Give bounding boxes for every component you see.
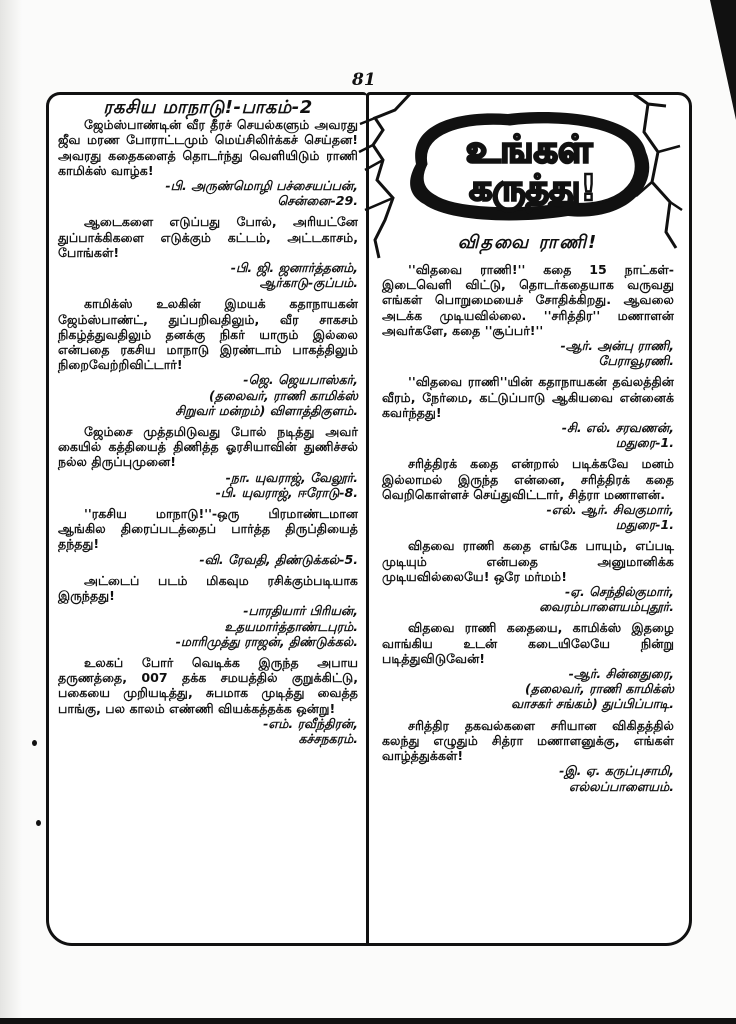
letter-location: (தலைவர், ராணி காமிக்ஸ் xyxy=(525,681,674,697)
svg-text:கருத்து!: கருத்து! xyxy=(469,168,597,209)
letter-signature: -இ. ஏ. கருப்புசாமி, xyxy=(559,763,674,779)
letter-signature: -நா. யுவராஜ், வேலூர். xyxy=(225,469,358,485)
letter-body: காமிக்ஸ் உலகின் இமயக் கதாநாயகன் ஜேம்ஸ்பாண்ட், துப்பறிவதிலும், வீர சாகசம் நிகழ்த்துவதிலும் தனக்கு நிகர் யாரும் இல்லை என்பதை ரகசிய மாநாடு இரண்டாம் பாகத்திலும் நிறைவேற்றிவிட்டார்! xyxy=(58,296,358,373)
letter xyxy=(58,214,358,290)
letter-location: உதயமார்த்தாண்டபுரம். xyxy=(224,618,358,634)
letter xyxy=(382,620,674,711)
letter-body: ''விதவை ராணி''யின் கதாநாயகன் தவ்லத்தின் வீரம், நேர்மை, கட்டுப்பாடு ஆகியவை என்னைக் கவர்ந்தது! xyxy=(382,374,674,420)
letter-signature: -ஜெ. ஜெயபாஸ்கர், xyxy=(243,372,358,388)
letter-location: சென்னை-29. xyxy=(277,193,358,209)
letter-body: சரித்திரக் கதை என்றால் படிக்கவே மனம் இல்லாமல் இருந்த என்னை, சரித்திரக் கதை வெறிகொள்ளச் செய்துவிட்டார், சித்ரா மணாளன். xyxy=(382,456,674,502)
svg-text:உங்கள்: உங்கள் xyxy=(465,127,593,171)
letter-location: (தலைவர், ராணி காமிக்ஸ் xyxy=(209,387,358,403)
letter-signature: -பி. அருண்மொழி பச்சையப்பன், xyxy=(165,178,358,194)
letter-location: கச்சநகரம். xyxy=(298,730,358,746)
letter-signature: -பி. யுவராஜ், ஈரோடு-8. xyxy=(215,484,358,500)
letter-signature: -வி. ரேவதி, திண்டுக்கல்-5. xyxy=(199,551,358,567)
letter-location: வாசகர் சங்கம்) துப்பிப்பாடி. xyxy=(511,696,674,712)
right-column-title: விதவை ராணி! xyxy=(457,232,599,253)
letter xyxy=(58,573,358,649)
letter xyxy=(58,117,358,208)
letter-signature: -சி. எல். சரவணன், xyxy=(561,420,674,436)
letter-signature: -மாரிமுத்து ராஜன், திண்டுக்கல். xyxy=(175,633,358,649)
letter xyxy=(382,538,674,614)
letter-body: அட்டைப் படம் மிகவும ரசிக்கும்படியாக இருந்தது! xyxy=(58,572,358,604)
letter-body: ஜேம்ஸ்பாண்டின் வீர தீரச் செயல்களும் அவரது ஜீவ மரண போராட்டமும் மெய்சிலிர்க்கச் செய்தன! அவரது கதைகளைத் தொடர்ந்து வெளியிடும் ராணி காமிக்ஸ் வாழ்க! xyxy=(58,117,358,178)
letter xyxy=(58,655,358,746)
letter-location: பேராவூரணி. xyxy=(598,353,674,369)
letter xyxy=(382,262,674,368)
ungal-karuthu-logo xyxy=(398,104,660,226)
letter-body: ''விதவை ராணி!'' கதை 15 நாட்கள்-இடைவெளி விட்டு, தொடர்கதையாக வருவது எங்கள் பொறுமையைச் சோதிக்கிறது. ஆவலை அடக்க முடியவில்லை. ''சரித்திர'' மணாளன் அவர்களே, கதை ''சூப்பர்!'' xyxy=(382,262,674,338)
letter-body: ''ரகசிய மாநாடு!''-ஒரு பிரமாண்டமான ஆங்கில திரைப்படத்தைப் பார்த்த திருப்தியைத் தந்தது! xyxy=(58,506,358,552)
letter-signature: -பாரதியார் பிரியன், xyxy=(243,603,358,619)
page-corner-shadow xyxy=(710,0,736,120)
letter xyxy=(382,374,674,450)
right-column xyxy=(382,262,674,794)
letter-body: விதவை ராணி கதையை, காமிக்ஸ் இதழை வாங்கிய உடன் கடையிலேயே நின்று படித்துவிடுவேன்! xyxy=(382,620,674,666)
letter-location: எல்லப்பாளையம். xyxy=(568,778,674,794)
page-bottom-edge xyxy=(0,1018,736,1024)
letter-body: விதவை ராணி கதை எங்கே பாயும், எப்படி முடியும் என்பதை அனுமானிக்க முடியவில்லையே! ஒரே மர்மம்! xyxy=(382,538,674,584)
letter-signature: -ஏ. செந்தில்குமார், xyxy=(564,584,674,600)
letter xyxy=(58,296,358,418)
page-shadow xyxy=(0,0,22,1024)
letter-signature: -பி. ஜி. ஜனார்த்தனம், xyxy=(230,260,358,276)
letter-body: சரித்திர தகவல்களை சரியான விகிதத்தில் கலந்து எழுதும் சித்ரா மணாளனுக்கு, எங்கள் வாழ்த்துக்கள்! xyxy=(382,717,674,764)
left-column-title: ரகசிய மாநாடு!-பாகம்-2 xyxy=(103,97,313,118)
letter-location: சிறுவர் மன்றம்) விளாத்திகுளம். xyxy=(175,402,358,418)
left-column xyxy=(58,97,358,746)
letter xyxy=(58,424,358,500)
letter-body: ஜேம்சை முத்தமிடுவது போல் நடித்து அவர் கையில் கத்தியைத் திணித்த ஓரசியாவின் துணிச்சல் நல்ல திருப்புமுனை! xyxy=(58,424,358,470)
letter-location: மதுரை-1. xyxy=(615,517,674,533)
page-number: 81 xyxy=(352,70,376,90)
letter-location: ஆர்காடு-குப்பம். xyxy=(259,275,358,291)
letter-signature: -எல். ஆர். சிவகுமார், xyxy=(546,502,674,518)
letter-body: ஆடைகளை எடுப்பது போல், அரியட்னே துப்பாக்கிகளை எடுக்கும் கட்டம், அட்டகாசம், போங்கள்! xyxy=(58,214,358,260)
letter-signature: -எம். ரவீந்திரன், xyxy=(263,715,358,731)
letter xyxy=(382,456,674,532)
letter-location: வைரம்பாளையம்புதூர். xyxy=(539,599,674,615)
letter-location: மதுரை-1. xyxy=(615,435,674,451)
letter-signature: -ஆர். சின்னதுரை, xyxy=(568,666,674,682)
letter-body: உலகப் போர் வெடிக்க இருந்த அபாய தருணத்தை, 007 தக்க சமயத்தில் குறுக்கிட்டு, பகையை முறியடித்து, சுபமாக முடித்து வைத்த பாங்கு, பல காலம் எண்ணி வியக்கத்தக்க ஒன்று! xyxy=(58,654,358,716)
letter xyxy=(58,506,358,567)
letter xyxy=(382,718,674,794)
letter-signature: -ஆர். அன்பு ராணி, xyxy=(560,338,674,354)
scan-speck xyxy=(32,740,37,746)
scan-speck xyxy=(36,820,41,826)
